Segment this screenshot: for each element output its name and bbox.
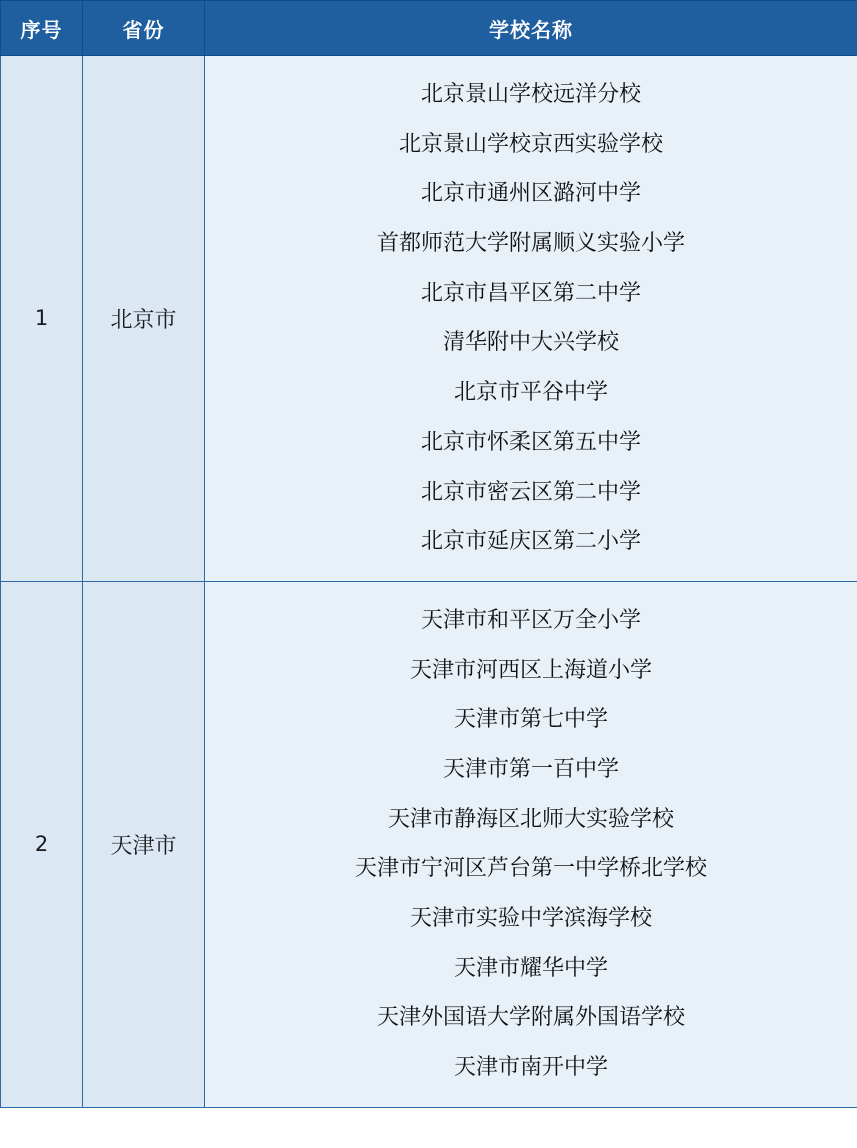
list-item: 北京市通州区潞河中学 [420,181,641,207]
row-school-list-cell [205,581,857,1107]
list-item: 北京市昌平区第二中学 [420,280,641,306]
list-item: 北京市平谷中学 [453,380,608,406]
list-item: 北京市怀柔区第五中学 [420,429,641,455]
table-row [1,581,857,1107]
list-item: 北京市密云区第二中学 [420,479,641,505]
table-header-row [1,1,857,56]
list-item: 天津市南开中学 [453,1055,608,1081]
row-school-list-cell [205,56,857,582]
list-item: 天津市和平区万全小学 [420,607,641,633]
list-item: 北京景山学校远洋分校 [420,82,641,107]
list-item: 北京景山学校京西实验学校 [398,131,663,157]
column-header-school: 学校名称 [205,1,857,56]
table-body [1,56,857,1108]
list-item: 天津外国语大学附属外国语学校 [376,1005,685,1031]
list-item: 北京市延庆区第二小学 [420,529,641,555]
row-index: 2 [1,581,83,1107]
list-item: 天津市河西区上海道小学 [409,657,652,683]
list-item: 天津市第七中学 [453,707,608,733]
table-row [1,56,857,582]
row-province: 天津市 [83,581,205,1107]
list-item: 首都师范大学附属顺义实验小学 [376,231,685,257]
list-item: 天津市宁河区芦台第一中学桥北学校 [354,856,707,882]
column-header-index: 序号 [1,1,83,56]
row-province: 北京市 [83,56,205,582]
row-index: 1 [1,56,83,582]
list-item: 天津市实验中学滨海学校 [409,906,652,931]
table-header [1,1,857,56]
list-item: 天津市第一百中学 [442,756,619,782]
school-list [215,596,847,1093]
school-list [215,70,847,567]
list-item: 天津市耀华中学 [453,955,608,981]
column-header-province: 省份 [83,1,205,56]
list-item: 清华附中大兴学校 [442,330,619,356]
list-item: 天津市静海区北师大实验学校 [387,806,674,832]
